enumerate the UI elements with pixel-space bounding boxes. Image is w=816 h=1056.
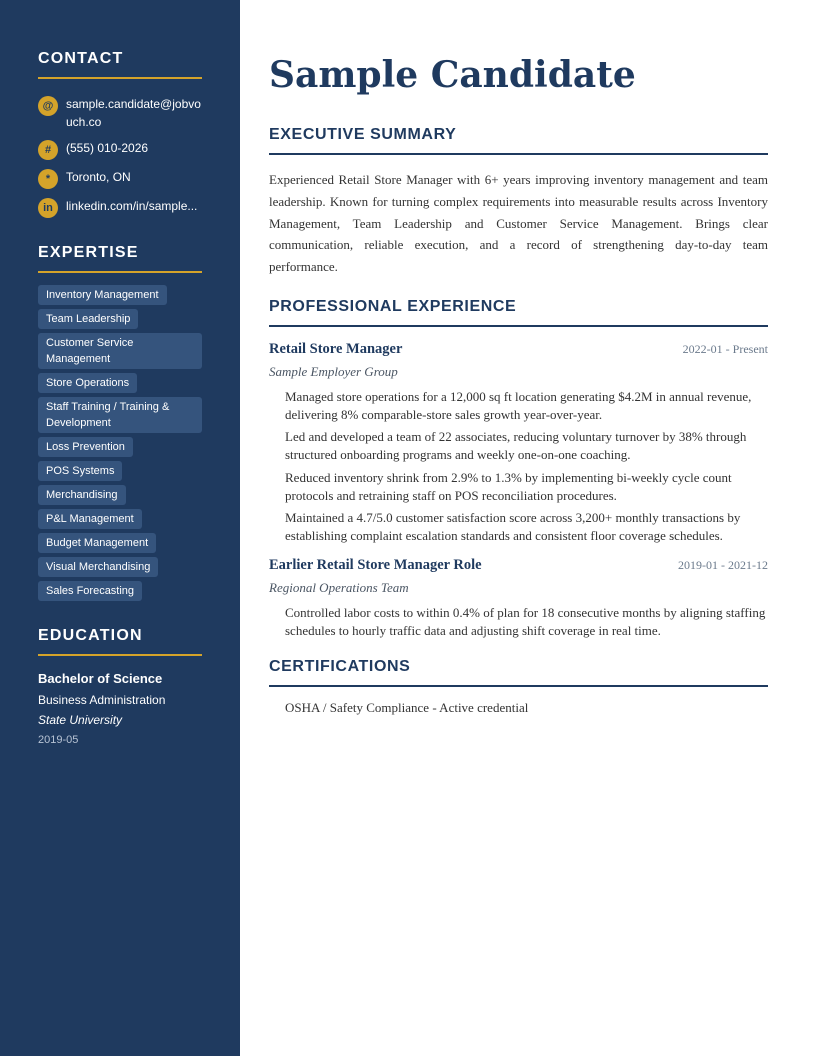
education-heading: EDUCATION <box>38 627 202 656</box>
job-entry <box>269 341 768 546</box>
job-bullet: Led and developed a team of 22 associates, reducing voluntary turnover by 38% through structured onboarding programs and weekly one-on-one coaching. <box>285 429 747 463</box>
experience-heading: PROFESSIONAL EXPERIENCE <box>269 298 768 327</box>
job-bullets <box>269 604 768 640</box>
skill-tag: Store Operations <box>38 373 137 393</box>
skill-tag: Loss Prevention <box>38 437 133 457</box>
skill-tag: POS Systems <box>38 461 122 481</box>
linkedin-link[interactable]: linkedin.com/in/sample... <box>66 199 198 213</box>
contact-heading: CONTACT <box>38 50 202 79</box>
job-dates: 2022-01 - Present <box>682 341 768 356</box>
job-bullet: Managed store operations for a 12,000 sq ft location generating $4.2M in annual revenue, delivering 8% comparable-store sales growth year-over-year. <box>285 388 752 422</box>
job-employer: Regional Operations Team <box>269 580 409 596</box>
hash-icon: # <box>38 140 58 160</box>
job-bullet: Reduced inventory shrink from 2.9% to 1.3% by implementing bi-weekly cycle count protocols and retraining staff on POS reconciliation procedures. <box>285 469 732 503</box>
education-field: Business Administration <box>38 693 166 707</box>
skill-tag: Staff Training / Training & Development <box>38 397 202 433</box>
skill-tag: Visual Merchandising <box>38 557 158 577</box>
at-icon: @ <box>38 96 58 116</box>
linkedin-icon: in <box>38 198 58 218</box>
contact-email <box>38 95 202 131</box>
job-dates: 2019-01 - 2021-12 <box>678 558 768 573</box>
job-entry <box>269 557 768 640</box>
skill-tag: Budget Management <box>38 533 156 553</box>
job-title: Retail Store Manager <box>269 340 403 357</box>
certifications-list <box>269 699 768 717</box>
education-degree: Bachelor of Science <box>38 671 163 686</box>
job-bullet: Maintained a 4.7/5.0 customer satisfaction score across 3,200+ monthly transactions by establishing complaint escalation standards and consistent floor coverage schedules. <box>285 510 741 544</box>
skill-tag: Sales Forecasting <box>38 581 142 601</box>
certification-item: OSHA / Safety Compliance - Active credential <box>285 700 529 716</box>
job-title: Earlier Retail Store Manager Role <box>269 557 482 574</box>
expertise-heading: EXPERTISE <box>38 244 202 273</box>
job-bullet: Controlled labor costs to within 0.4% of plan for 18 consecutive months by aligning staffing schedules to hourly traffic data and adjusting shift coverage in real time. <box>285 605 766 639</box>
location-icon: * <box>38 169 58 189</box>
skill-tags <box>38 285 202 605</box>
phone-text[interactable]: (555) 010-2026 <box>66 141 149 155</box>
skill-tag: P&L Management <box>38 509 142 529</box>
education-date: 2019-05 <box>38 734 79 746</box>
main-content <box>269 0 768 717</box>
candidate-name: Sample Candidate <box>269 54 636 96</box>
job-bullets <box>269 388 768 546</box>
sidebar <box>0 0 240 1056</box>
contact-location <box>38 168 202 189</box>
skill-tag: Team Leadership <box>38 309 138 329</box>
email-text[interactable]: sample.candidate@jobvouch.co <box>66 97 201 129</box>
contact-linkedin <box>38 197 202 218</box>
education-school: State University <box>38 713 123 727</box>
job-employer: Sample Employer Group <box>269 363 398 379</box>
skill-tag: Inventory Management <box>38 285 167 305</box>
contact-phone <box>38 139 202 160</box>
summary-text: Experienced Retail Store Manager with 6+ years improving inventory management and team leadership. Known for turning complex requirements into measurable results across Inventory Management, Team Leadership and Customer Service Management. Brings clear communication, reliable execution, and a record of strengthening day-to-day team performance. <box>269 172 768 275</box>
location-text: Toronto, ON <box>66 170 131 184</box>
summary-heading: EXECUTIVE SUMMARY <box>269 126 768 155</box>
contact-list <box>38 95 202 218</box>
skill-tag: Merchandising <box>38 485 126 505</box>
skill-tag: Customer Service Management <box>38 333 202 369</box>
certifications-heading: CERTIFICATIONS <box>269 658 768 687</box>
